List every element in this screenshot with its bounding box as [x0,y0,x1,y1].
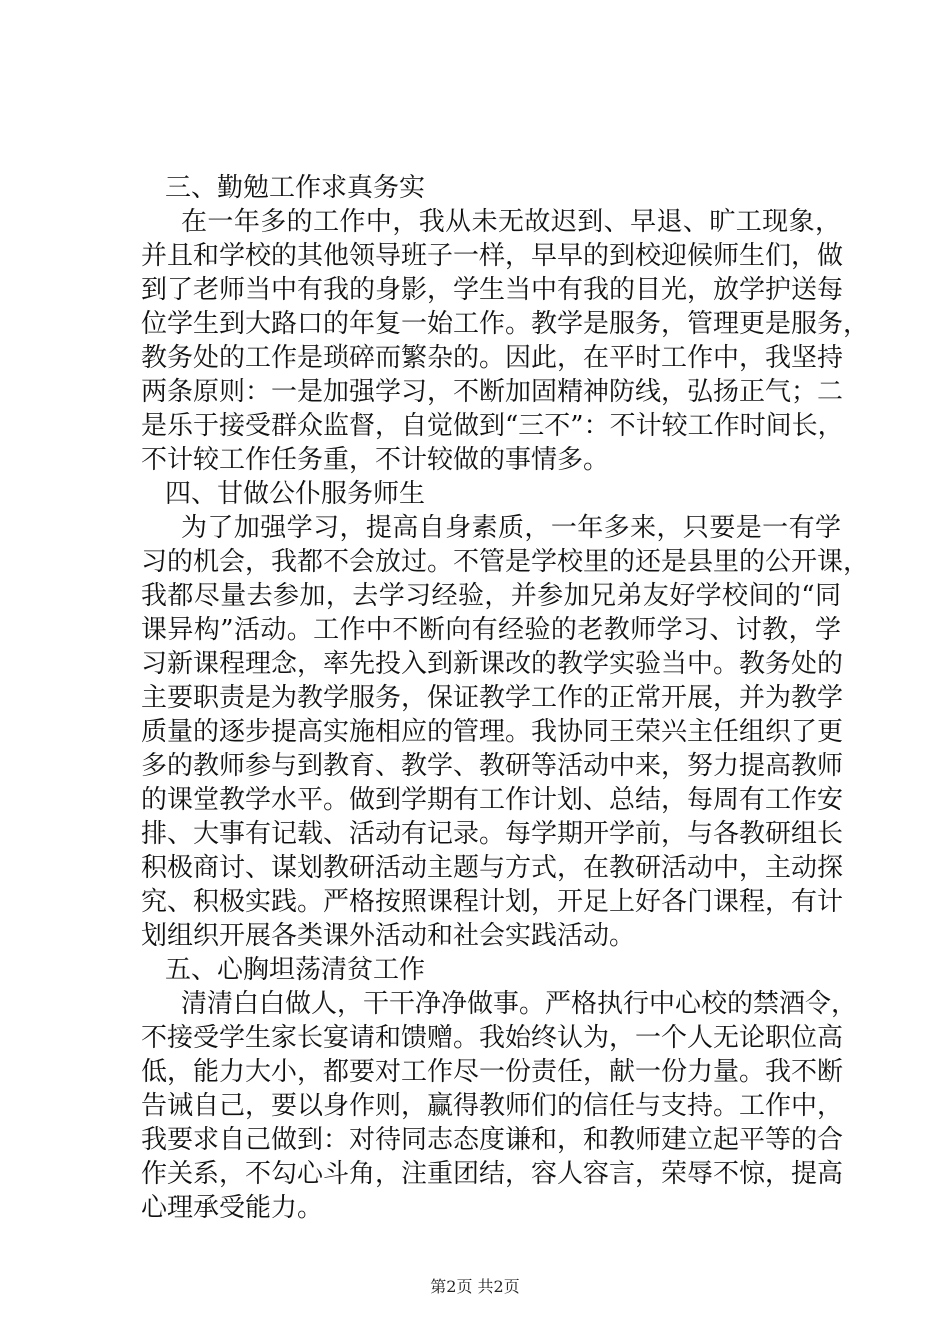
paragraph-line: 心理承受能力。 [141,1193,324,1223]
page-number-footer: 第2页 共2页 [430,1277,520,1296]
paragraph-line: 并且和学校的其他领导班子一样，早早的到校迎候师生们，做 [141,241,844,271]
paragraph-line: 究、积极实践。严格按照课程计划，开足上好各门课程，有计 [141,887,844,917]
paragraph-line: 我要求自己做到：对待同志态度谦和，和教师建立起平等的合 [141,1125,844,1155]
paragraph-line: 为了加强学习，提高自身素质，一年多来，只要是一有学 [181,513,841,543]
paragraph-line: 排、大事有记载、活动有记录。每学期开学前，与各教研组长 [141,819,844,849]
paragraph-line: 到了老师当中有我的身影，学生当中有我的目光，放学护送每 [141,275,844,305]
paragraph-line: 质量的逐步提高实施相应的管理。我协同王荣兴主任组织了更 [141,717,844,747]
paragraph-line: 作关系，不勾心斗角，注重团结，容人容言，荣辱不惊，提高 [141,1159,844,1189]
paragraph-line: 位学生到大路口的年复一始工作。教学是服务，管理更是服务， [141,309,870,339]
paragraph-line: 多的教师参与到教育、教学、教研等活动中来，努力提高教师 [141,751,844,781]
paragraph-line: 在一年多的工作中，我从未无故迟到、早退、旷工现象， [181,207,841,237]
paragraph-line: 习的机会，我都不会放过。不管是学校里的还是县里的公开课， [141,547,870,577]
paragraph-line: 习新课程理念，率先投入到新课改的教学实验当中。教务处的 [141,649,844,679]
section-heading: 四、甘做公仆服务师生 [165,479,426,509]
paragraph-line: 主要职责是为教学服务，保证教学工作的正常开展，并为教学 [141,683,844,713]
paragraph-line: 清清白白做人，干干净净做事。严格执行中心校的禁酒令， [181,989,858,1019]
section-heading: 三、勤勉工作求真务实 [165,173,426,203]
paragraph-line: 告诫自己，要以身作则，赢得教师们的信任与支持。工作中， [141,1091,844,1121]
section-heading: 五、心胸坦荡清贫工作 [165,955,426,985]
paragraph-line: 积极商讨、谋划教研活动主题与方式，在教研活动中，主动探 [141,853,844,883]
paragraph-line: 不计较工作任务重，不计较做的事情多。 [141,445,610,475]
paragraph-line: 我都尽量去参加，去学习经验，并参加兄弟友好学校间的“同 [141,581,841,611]
paragraph-line: 的课堂教学水平。做到学期有工作计划、总结，每周有工作安 [141,785,844,815]
paragraph-line: 划组织开展各类课外活动和社会实践活动。 [141,921,636,951]
paragraph-line: 低，能力大小，都要对工作尽一份责任，献一份力量。我不断 [141,1057,844,1087]
paragraph-line: 不接受学生家长宴请和馈赠。我始终认为，一个人无论职位高 [141,1023,844,1053]
paragraph-line: 教务处的工作是琐碎而繁杂的。因此，在平时工作中，我坚持 [141,343,844,373]
paragraph-line: 是乐于接受群众监督，自觉做到“三不”：不计较工作时间长， [141,411,844,441]
paragraph-line: 两条原则：一是加强学习，不断加固精神防线，弘扬正气；二 [141,377,844,407]
paragraph-line: 课异构”活动。工作中不断向有经验的老教师学习、讨教，学 [141,615,841,645]
document-body [141,171,870,1225]
